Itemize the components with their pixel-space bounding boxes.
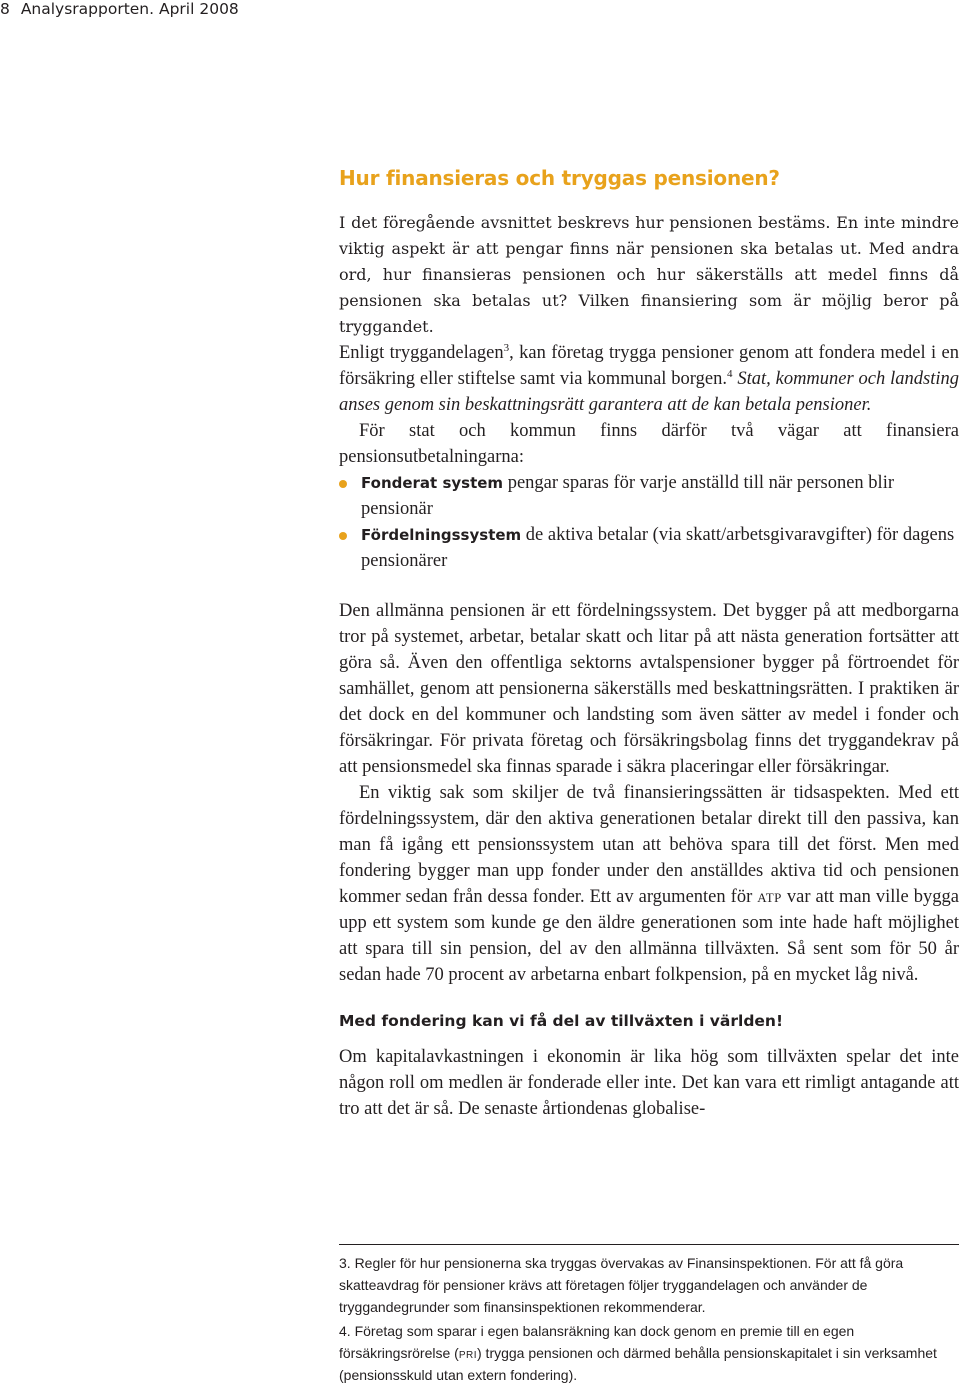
footnote-4: [339, 1320, 959, 1386]
list-item: [339, 470, 959, 522]
paragraph-two-ways: För stat och kommun finns därför två vägar att finansiera pensionsutbetalningarna:: [339, 421, 959, 467]
bullet-text: de aktiva betalar (via skatt/arbetsgivaravgifter) för dagens pensionärer: [361, 525, 955, 571]
bullet-dot-icon: [339, 532, 347, 540]
main-column: [339, 166, 959, 1122]
footnote-divider: [339, 1244, 959, 1245]
paragraph-text: var att man ville bygga upp ett system som kunde ge den äldre generationen som inte hade haft möjlighet att spara till sin pension, del av den allmänna tillväxten. Så sent som för 50 år sedan hade 70 procent av arbetarna enbart folkpension, på en mycket låg nivå.: [339, 887, 959, 985]
paragraph-fordelningssystem: Den allmänna pensionen är ett fördelningssystem. Det bygger på att medborgarna tror på systemet, arbetar, betalar skatt och litar på att nästa generation fortsätter att göra så. Även den offentliga sektorns avtalspensioner bygger på förtroendet för samhället, genom att pensionerna säkerställs med beskattningsrätten. I praktiken är det dock en del kommuner och landsting som även sätter av medel i fonder och försäkringar. För privata företag och försäkringsbolag finns det tryggandekrav på att pensionsmedel ska finnas sparade i säkra placeringar eller försäkringar.: [339, 601, 959, 777]
publication-title: Analysrapporten. April 2008: [20, 0, 239, 18]
footnote-3: 3. Regler för hur pensionerna ska tryggas övervakas av Finansinspektionen. För att få göra skatteavdrag för pensioner krävs att företagen följer tryggandelagen och använder de tryggandegrunder som finansinspektionen rekommenderar.: [339, 1255, 904, 1315]
paragraph-text: Enligt tryggandelagen: [339, 343, 504, 363]
page-number: 8: [0, 0, 10, 18]
paragraph-tidsaspekten: [339, 780, 959, 988]
footnote-ref-3[interactable]: 3: [503, 342, 510, 354]
italic-text: Stat, kommuner och landsting anses genom sin beskattningsrätt garantera att de kan betala pensioner.: [339, 369, 960, 415]
paragraph-kapitalavkastning: Om kapitalavkastningen i ekonomin är lika hög som tillväxten spelar det inte någon roll om medlen är fonderade eller inte. Det kan vara ett rimligt antagande att tro att det är så. De senaste årtiondenas globalise-: [339, 1047, 959, 1119]
section-heading: Hur finansieras och tryggas pensionen?: [339, 166, 780, 190]
bullet-list: [339, 470, 959, 574]
paragraph-text: En viktig sak som skiljer de två finansieringssätten är tidsaspekten. Med ett fördelningssystem, där den aktiva generationen betalar direkt till den passiva, kan man få igång ett pensionssystem utan att behöva spara till det först. Men med fondering bygger man upp fonder under den anställdes aktiva tid och pensionen kommer sedan från dessa fonder. Ett av argumenten för: [339, 783, 959, 907]
footnote-ref-4[interactable]: 4: [726, 368, 733, 380]
bullet-text: pengar sparas för varje anställd till när personen blir pensionär: [361, 473, 894, 519]
footnote-text: 4. Företag som sparar i egen balansräkning kan dock genom en premie till en egen försäkringsrörelse (: [339, 1323, 855, 1361]
footnotes: [339, 1252, 959, 1386]
intro-paragraph: I det föregående avsnittet beskrevs hur pensionen bestäms. En inte mindre viktig aspekt är att pengar finns när pensionen ska betalas ut. Med andra ord, hur finansieras pensionen och hur säkerställs att medel finns då pensionen ska betalas ut? Vilken finansiering som är möjlig beror på tryggandet.: [339, 213, 959, 336]
bullet-term: Fördelningssystem: [361, 526, 522, 544]
abbreviation-atp: atp: [757, 887, 782, 907]
list-item: [339, 522, 959, 574]
bullet-term: Fonderat system: [361, 474, 504, 492]
bullet-dot-icon: [339, 480, 347, 488]
paragraph-text: , kan företag trygga pensioner genom att fondera medel i en försäkring eller stiftelse samt via kommunal borgen.: [339, 343, 959, 389]
paragraph-tryggandelagen: [339, 340, 959, 418]
running-header: [0, 0, 239, 18]
subheading: Med fondering kan vi få del av tillväxten i världen!: [339, 1012, 784, 1030]
abbreviation-pri: pri: [458, 1345, 477, 1361]
footnote-text: ) trygga pensionen och därmed behålla pensionskapitalet i sin verksamhet (pensionsskuld utan extern fondering).: [339, 1345, 937, 1383]
